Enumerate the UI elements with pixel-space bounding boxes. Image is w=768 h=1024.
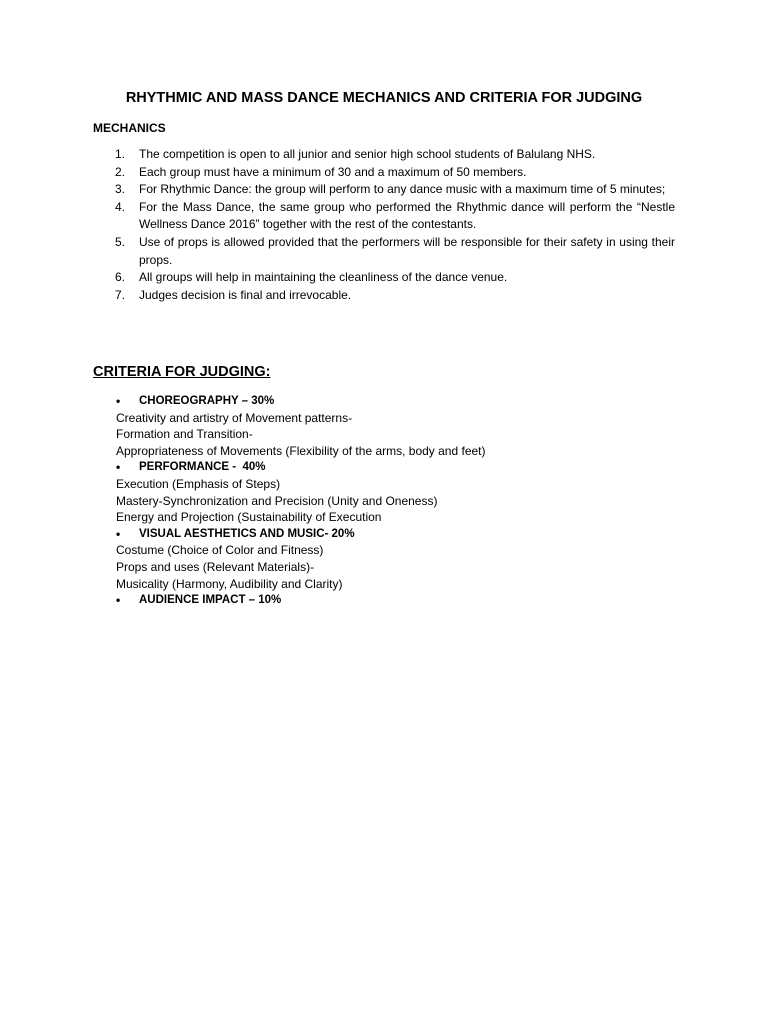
mechanics-item-text: The competition is open to all junior and senior high school students of Balulang NHS. (139, 147, 596, 161)
criteria-subitem: Appropriateness of Movements (Flexibility of the arms, body and feet) (116, 443, 486, 458)
criteria-category-label: VISUAL AESTHETICS AND MUSIC- 20% (139, 527, 355, 540)
criteria-category-label: PERFORMANCE - 40% (139, 461, 266, 474)
mechanics-item (93, 234, 675, 269)
criteria-subitem: Costume (Choice of Color and Fitness) (116, 543, 324, 558)
mechanics-item-number: 1. (115, 147, 126, 161)
mechanics-item (93, 146, 675, 164)
criteria-category-label: CHOREOGRAPHY – 30% (139, 395, 275, 407)
bullet-icon: • (116, 593, 121, 608)
bullet-icon: • (116, 526, 121, 541)
mechanics-item-number: 3. (115, 182, 126, 197)
mechanics-item-number: 5. (115, 234, 126, 249)
mechanics-item-text: For Rhythmic Dance: the group will perform to any dance music with a maximum time of 5 minutes; (139, 182, 666, 197)
mechanics-item (93, 164, 675, 182)
mechanics-item-number: 7. (115, 287, 126, 302)
mechanics-item (93, 269, 675, 287)
criteria-subitem: Creativity and artistry of Movement patterns- (116, 410, 353, 425)
mechanics-item-text: Each group must have a minimum of 30 and a maximum of 50 members. (139, 164, 527, 179)
criteria-subitem: Execution (Emphasis of Steps) (116, 476, 281, 491)
criteria-category-label: AUDIENCE IMPACT – 10% (139, 594, 282, 607)
mechanics-heading: MECHANICS (93, 121, 166, 135)
mechanics-item (93, 287, 675, 305)
mechanics-item (93, 181, 675, 199)
mechanics-item-text: Use of props is allowed provided that the performers will be responsible for their safety in using their props. (139, 234, 675, 267)
mechanics-item-text: Judges decision is final and irrevocable. (139, 287, 352, 302)
criteria-subitem: Energy and Projection (Sustainability of Execution (116, 510, 382, 525)
mechanics-item-number: 4. (115, 199, 126, 214)
criteria-category (116, 592, 676, 609)
criteria-subitem: Musicality (Harmony, Audibility and Clarity) (116, 576, 343, 591)
criteria-subitem: Mastery-Synchronization and Precision (Unity and Oneness) (116, 493, 438, 508)
document-title: RHYTHMIC AND MASS DANCE MECHANICS AND CRITERIA FOR JUDGING (125, 90, 643, 106)
criteria-category (116, 459, 676, 476)
criteria-subitem: Formation and Transition- (116, 427, 253, 442)
criteria-category (116, 526, 676, 543)
mechanics-item-number: 2. (115, 164, 126, 179)
criteria-subitem: Props and uses (Relevant Materials)- (116, 559, 315, 574)
bullet-icon: • (116, 394, 121, 408)
criteria-list (116, 393, 676, 609)
criteria-category (116, 393, 676, 410)
mechanics-item-text: For the Mass Dance, the same group who performed the Rhythmic dance will perform the “Nestle Wellness Dance 2016” together with the rest of the contestants. (139, 199, 675, 232)
criteria-heading: CRITERIA FOR JUDGING: (93, 364, 271, 380)
mechanics-list (93, 146, 675, 304)
bullet-icon: • (116, 460, 121, 475)
mechanics-item-number: 6. (115, 270, 126, 285)
mechanics-item-text: All groups will help in maintaining the cleanliness of the dance venue. (139, 270, 508, 285)
mechanics-item (93, 199, 675, 234)
